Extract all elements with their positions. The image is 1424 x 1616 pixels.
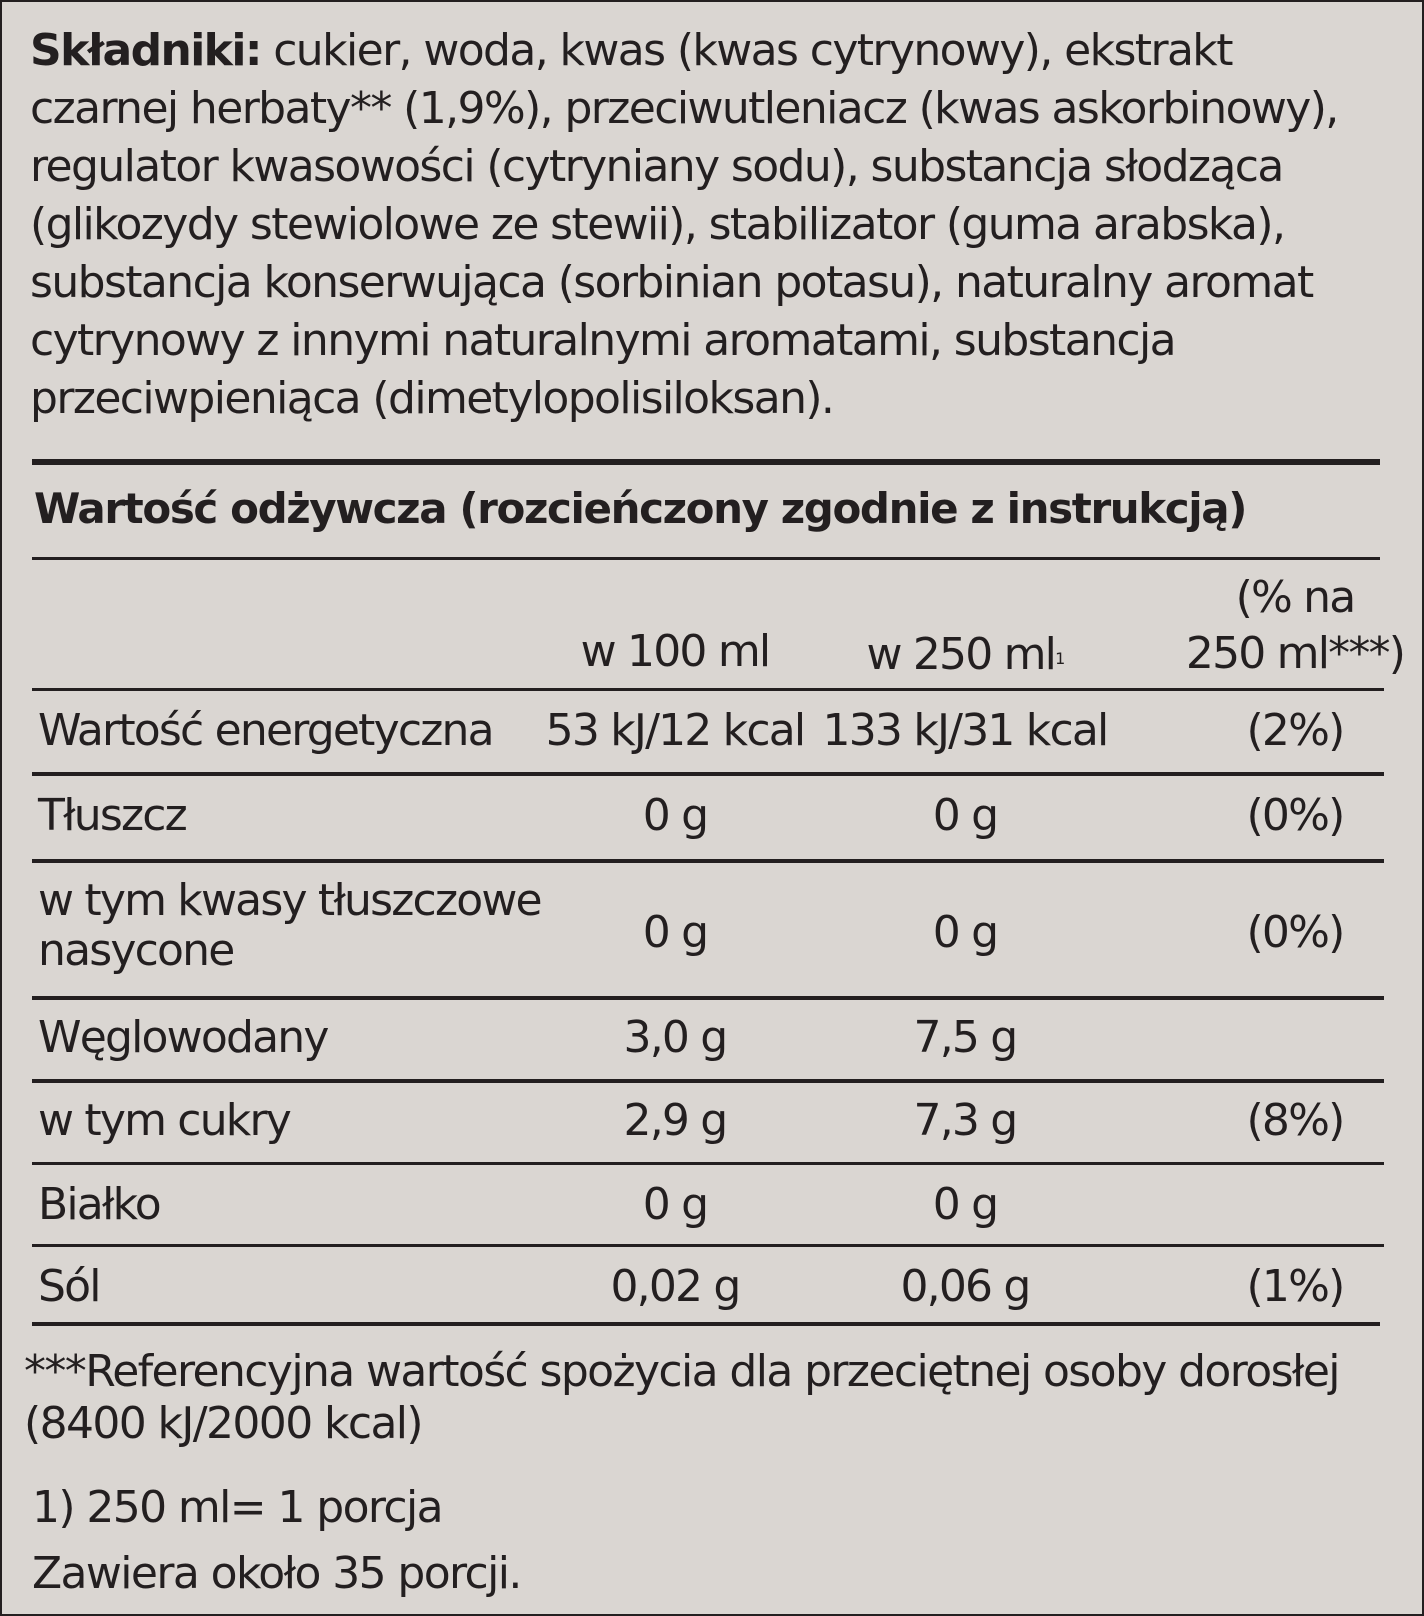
row-fat-ri: (0%) [1246,790,1344,841]
row-energy-per250: 133 kJ/31 kcal [822,705,1108,756]
row-saturated-name [38,876,541,976]
heading-rule [32,557,1380,560]
row-saturated-ri: (0%) [1246,907,1344,958]
row-fat-per250: 0 g [932,790,998,841]
row-saturated-name-line1: w tym kwasy tłuszczowe [38,875,541,926]
reference-footnote: ***Referencyjna wartość spożycia dla przeciętnej osoby dorosłej (8400 kJ/2000 kcal) [24,1346,1339,1449]
section-divider [32,459,1380,465]
row-fat-per100: 0 g [642,790,708,841]
row-divider [32,1079,1384,1083]
ingredients-list: cukier, woda, kwas (kwas cytrynowy), ekstrakt czarnej herbaty** (1,9%), przeciwutleniacz (kwas askorbinowy), regulator kwasowości (cytryniany sodu), substancja słodząca (glikozydy stewiolowe ze stewii), stabilizator (guma arabska), substancja konserwująca (sorbinian potasu), naturalny aromat cytrynowy z innymi naturalnymi aromatami, substancja przeciwpieniąca (dimetylopolisiloksan). [30,25,1338,424]
table-bottom-rule [32,1322,1380,1326]
row-divider [32,772,1384,776]
col-header-ri-line1: (% na [1235,572,1355,623]
row-divider [32,1244,1384,1247]
row-carbs-per100: 3,0 g [623,1012,727,1063]
row-salt-ri: (1%) [1246,1261,1344,1312]
col-header-ri-line2: 250 ml***) [1185,628,1405,679]
row-salt-per100: 0,02 g [610,1261,740,1312]
servings-note: Zawiera około 35 porcji. [32,1548,521,1599]
ingredients-text [30,22,1390,428]
row-saturated-name-line2: nasycone [38,925,234,976]
footnote-marker: 1 [1055,649,1064,668]
row-protein-per250: 0 g [932,1179,998,1230]
row-carbs-name: Węglowodany [38,1012,328,1063]
row-divider [32,996,1384,1000]
portion-footnote: 1) 250 ml= 1 porcja [32,1482,442,1533]
row-energy-ri: (2%) [1246,705,1344,756]
row-energy-name: Wartość energetyczna [38,705,493,756]
col-header-per100: w 100 ml [580,626,770,677]
row-fat-name: Tłuszcz [38,790,186,841]
table-header-rule [32,688,1384,691]
row-carbs-per250: 7,5 g [913,1012,1017,1063]
col-header-ri [1180,570,1410,682]
col-header-per250 [820,630,1110,680]
row-saturated-per100: 0 g [642,907,708,958]
row-sugars-per250: 7,3 g [913,1095,1017,1146]
row-divider [32,1162,1384,1165]
row-protein-name: Białko [38,1179,160,1230]
row-energy-per100: 53 kJ/12 kcal [545,705,805,756]
row-sugars-per100: 2,9 g [623,1095,727,1146]
row-salt-name: Sól [38,1261,100,1312]
row-saturated-per250: 0 g [932,907,998,958]
row-sugars-ri: (8%) [1246,1095,1344,1146]
row-divider [32,859,1384,863]
col-header-per250-text: w 250 ml [866,629,1056,680]
row-sugars-name: w tym cukry [38,1095,290,1146]
row-protein-per100: 0 g [642,1179,708,1230]
ingredients-lead: Składniki: [30,25,261,76]
row-salt-per250: 0,06 g [900,1261,1030,1312]
nutrition-heading: Wartość odżywcza (rozcieńczony zgodnie z instrukcją) [34,484,1247,533]
